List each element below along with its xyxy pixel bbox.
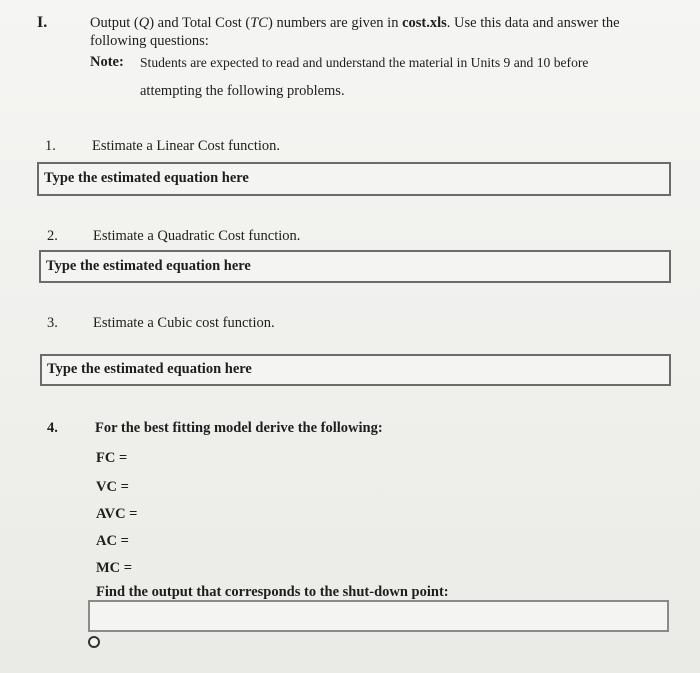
question-2-answer-field[interactable] [39, 250, 671, 283]
question-3-answer-field[interactable] [40, 354, 671, 386]
avc-label: AVC = [96, 506, 138, 522]
note-line-2: attempting the following problems. [140, 83, 345, 99]
shutdown-question-text: Find the output that corresponds to the shut-down point: [96, 584, 449, 600]
note-line-1: Students are expected to read and understand the material in Units 9 and 10 before [140, 55, 589, 70]
fc-label: FC = [96, 450, 128, 466]
question-1-text: Estimate a Linear Cost function. [92, 138, 281, 154]
cursor-circle-icon [88, 636, 100, 648]
question-2-text: Estimate a Quadratic Cost function. [93, 228, 301, 244]
shutdown-answer-field[interactable] [88, 600, 669, 632]
intro-line-1: Output (Q) and Total Cost (TC) numbers are given in cost.xls. Use this data and answer the [90, 15, 620, 31]
vc-label: VC = [96, 479, 129, 495]
intro-text [90, 14, 620, 50]
intro-line-2: following questions: [90, 33, 209, 49]
question-3-number: 3. [47, 315, 58, 331]
section-numeral: I. [37, 14, 48, 31]
note-label: Note: [90, 54, 124, 70]
mc-label: MC = [96, 560, 133, 576]
question-4-number: 4. [47, 420, 58, 436]
question-3-text: Estimate a Cubic cost function. [93, 315, 275, 331]
question-2-answer-placeholder: Type the estimated equation here [46, 258, 251, 274]
ac-label: AC = [96, 533, 129, 549]
question-2-number: 2. [47, 228, 58, 244]
question-1-answer-field[interactable] [37, 162, 671, 196]
question-3-answer-placeholder: Type the estimated equation here [47, 361, 252, 377]
question-1-number: 1. [45, 138, 56, 154]
question-1-answer-placeholder: Type the estimated equation here [44, 170, 249, 186]
question-4-text: For the best fitting model derive the following: [95, 420, 383, 436]
